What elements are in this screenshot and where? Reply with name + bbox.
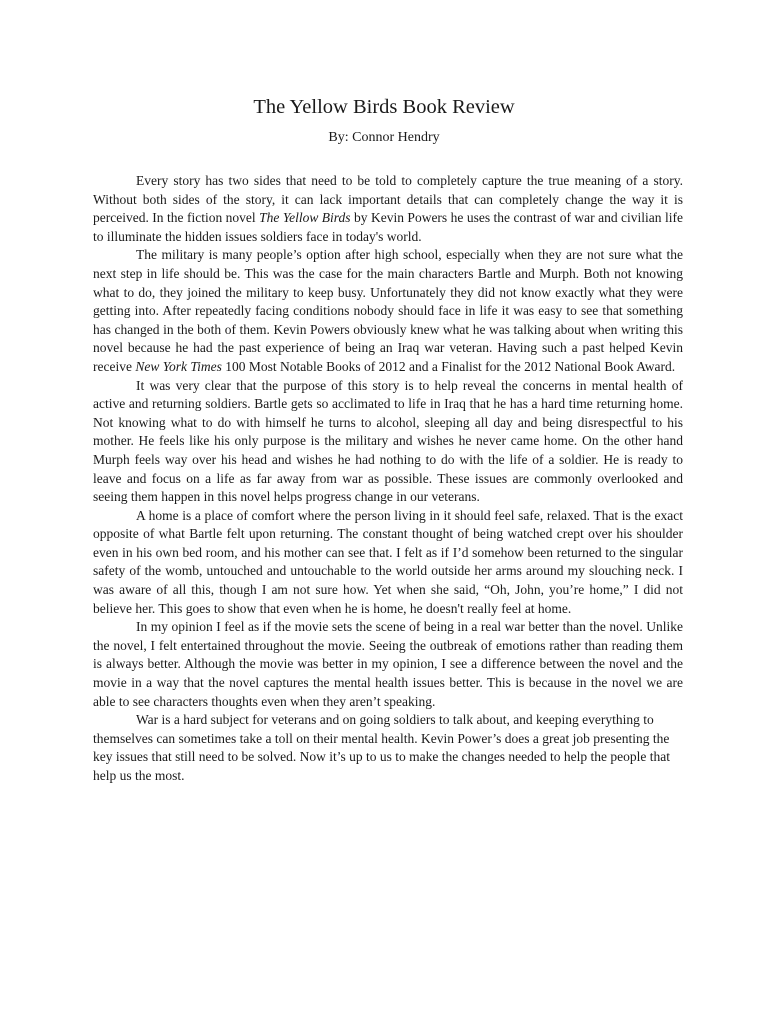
document-body — [93, 172, 683, 786]
paragraph-text: Every story has two sides that need to be told to completely capture the true meaning of a story. Without both sides of the story, it can lack important details that can completely change the way it is perceived. In the fiction novel — [93, 173, 683, 226]
paragraph-intro — [93, 172, 683, 246]
paragraph-conclusion: War is a hard subject for veterans and on going soldiers to talk about, and keeping everything to themselves can sometimes take a toll on their mental health. Kevin Power’s does a great job presenting the key issues that still need to be solved. Now it’s up to us to make the changes needed to help the people that help us the most. — [93, 712, 670, 783]
paragraph-text: by Kevin Powers he uses the contrast of war and civilian life to illuminate the hidden issues soldiers face in today's world. — [93, 210, 683, 244]
publication-italic: New York Times — [135, 358, 222, 374]
paragraph-text: The military is many people’s option after high school, especially when they are not sure what the next step in life should be. This was the case for the main characters Bartle and Murph. Both not knowing what to do, they joined the military to keep busy. Unfortunately they did not know exactly what they were getting into. After repeatedly facing conditions nobody should face in life it was easy to see that something has changed in the both of them. Kevin Powers obviously knew what he was talking about when writing this novel because he had the past experience of being an Iraq war veteran. Having such a past helped Kevin receive — [93, 247, 683, 374]
document-title: The Yellow Birds Book Review — [253, 96, 515, 118]
paragraph-opinion: In my opinion I feel as if the movie sets the scene of being in a real war better than the novel. Unlike the novel, I felt entertained throughout the movie. Seeing the outbreak of emotions rather than reading them is always better. Although the movie was better in my opinion, I see a difference between the novel and the movie in a way that the novel captures the mental health issues better. This is because in the novel we are able to see characters thoughts even when they aren’t speaking. — [93, 619, 683, 709]
paragraph-purpose: It was very clear that the purpose of this story is to help reveal the concerns in mental health of active and returning soldiers. Bartle gets so acclimated to life in Iraq that he has a hard time returning home. Not knowing what to do with himself he turns to alcohol, sleeping all day and being disrespectful to his mother. He feels like his only purpose is the military and wishes he never came home. On the other hand Murph feels way over his head and wishes he had nothing to do with the life of a soldier. He is ready to leave and focus on a life as far away from war as possible. These issues are commonly overlooked and seeing them happen in this novel helps progress change in our veterans. — [93, 377, 683, 505]
document-author: By: Connor Hendry — [328, 130, 440, 145]
paragraph-home: A home is a place of comfort where the person living in it should feel safe, relaxed. That is the exact opposite of what Bartle felt upon returning. The constant thought of being watched crept over his shoulder even in his own bed room, and his mother can see that. I felt as if I’d somehow been returned to the singular safety of the womb, untouched and untouchable to the world outside her arms around my slouching neck. I was aware of all this, though I am not sure how. Yet when she said, “Oh, John, you’re home,” I did not believe her. This goes to show that even when he is home, he doesn't really feel at home. — [93, 507, 683, 616]
paragraph-text: 100 Most Notable Books of 2012 and a Finalist for the 2012 National Book Award. — [221, 358, 676, 374]
book-title-italic: The Yellow Birds — [259, 210, 351, 226]
paragraph-military — [93, 246, 683, 376]
